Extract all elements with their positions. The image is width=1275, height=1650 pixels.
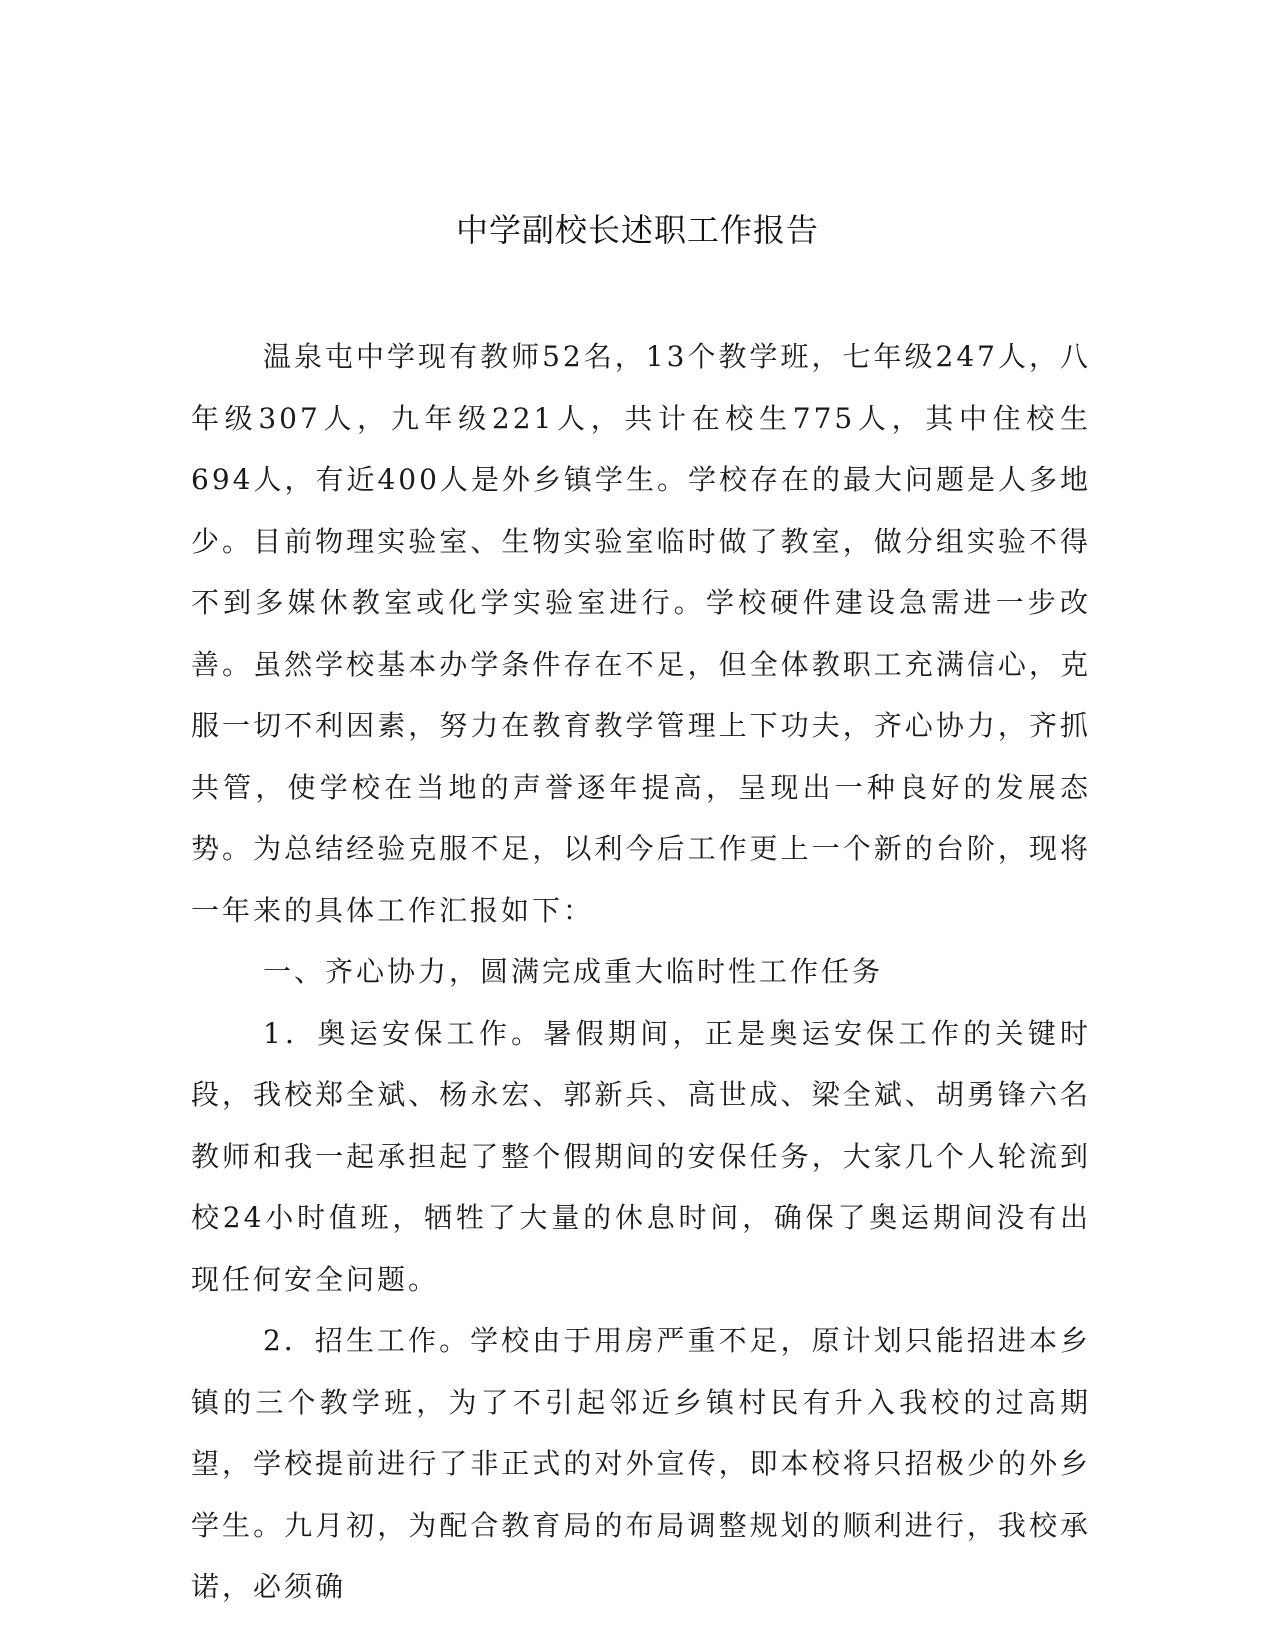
document-body	[191, 326, 1091, 1618]
paragraph-intro: 温泉屯中学现有教师52名，13个教学班，七年级247人，八年级307人，九年级221人，共计在校生775人，其中住校生694人，有近400人是外乡镇学生。学校存在的最大问题是人多地少。目前物理实验室、生物实验室临时做了教室，做分组实验不得不到多媒休教室或化学实验室进行。学校硬件建设急需进一步改善。虽然学校基本办学条件存在不足，但全体教职工充满信心，克服一切不利因素，努力在教育教学管理上下功夫，齐心协力，齐抓共管，使学校在当地的声誉逐年提高，呈现出一种良好的发展态势。为总结经验克服不足，以利今后工作更上一个新的台阶，现将一年来的具体工作汇报如下：	[191, 340, 1091, 927]
paragraph-enrollment: 2．招生工作。学校由于用房严重不足，原计划只能招进本乡镇的三个教学班，为了不引起邻近乡镇村民有升入我校的过高期望，学校提前进行了非正式的对外宣传，即本校将只招极少的外乡学生。九月初，为配合教育局的布局调整规划的顺利进行，我校承诺，必须确	[191, 1324, 1091, 1603]
document-title: 中学副校长述职工作报告	[455, 211, 819, 249]
paragraph-olympics-security: 1．奥运安保工作。暑假期间，正是奥运安保工作的关键时段，我校郑全斌、杨永宏、郭新兵、高世成、梁全斌、胡勇锋六名教师和我一起承担起了整个假期间的安保任务，大家几个人轮流到校24小时值班，牺牲了大量的休息时间，确保了奥运期间没有出现任何安全问题。	[191, 1016, 1091, 1296]
section-heading-1: 一、齐心协力，圆满完成重大临时性工作任务	[263, 955, 884, 988]
